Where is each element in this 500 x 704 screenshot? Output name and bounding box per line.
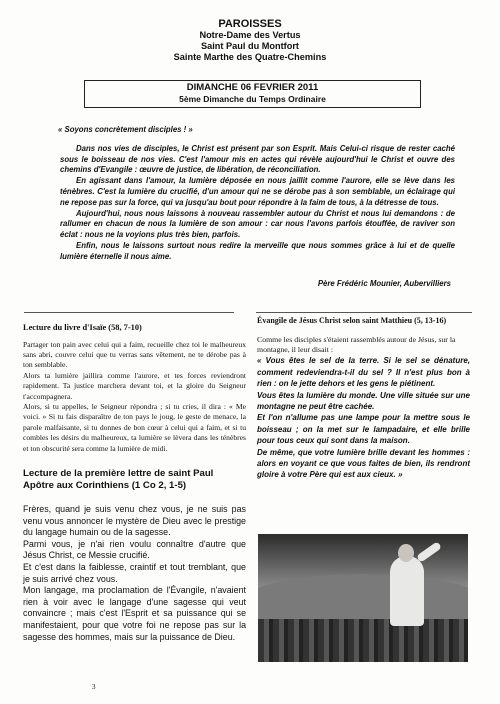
left-column: [23, 323, 246, 643]
gospel-paragraph: « Vous êtes le sel de la terre. Si le sel se dénature, comment redeviendra-t-il du sel ? Il n'est plus bon à rien : on le jette dehors et les gens le piétinent.: [257, 356, 470, 389]
reading2-paragraph: Et c'est dans la faiblesse, craintif et tout tremblant, que je suis arrivé chez vous.: [23, 561, 246, 584]
gospel-text: [257, 355, 470, 480]
divider: [24, 312, 234, 313]
gospel-paragraph: De même, que votre lumière brille devant les hommes : alors en voyant ce que vous faites de bien, ils rendront gloire à votre Père qui est aux cieux. »: [257, 447, 470, 480]
sunday-date: DIMANCHE 06 FEVRIER 2011: [186, 82, 319, 93]
gospel-heading: Évangile de Jésus Christ selon saint Matthieu (5, 13-16): [257, 316, 447, 325]
divider: [256, 312, 472, 313]
crowd-figures: [258, 619, 468, 662]
header: [0, 18, 500, 63]
reading2-paragraph: Parmi vous, je n'ai rien voulu connaître d'autre que Jésus Christ, ce Messie crucifié.: [23, 538, 246, 561]
reading1-paragraph: Partager ton pain avec celui qui a faim, recueille chez toi le malheureux sans abri, couvre celui que tu verras sans vêtement, ne te dérobe pas à ton semblable.: [23, 339, 246, 370]
sermon-on-the-mount-image: [258, 534, 468, 662]
editorial-quote: « Soyons concrètement disciples ! »: [58, 125, 193, 134]
reading2-text: [23, 504, 246, 643]
reading1-paragraph: Alors, si tu appelles, le Seigneur répondra ; si tu cries, il dira : « Me voici. » Si tu fais disparaître de ton pays le joug, le geste de menace, la parole malfaisante, si tu donnes de bon cœur à celui qui a faim, et si tu combles les désirs du malheureux, ta lumière se lèvera dans les ténèbres et ton obscurité sera comme la lumière de midi.: [23, 401, 246, 453]
reading1-heading: Lecture du livre d'Isaïe (58, 7-10): [23, 323, 142, 332]
editorial-paragraph: Aujourd'hui, nous nous laissons à nouveau rassembler autour du Christ et nous lui demandons : de rallumer en chacun de nous la lumière de son amour : car nous l'avons parfois étouffée, de raviver son éclat : nous ne la voyions plus très bien, parfois.: [60, 208, 455, 240]
parish-name: Notre-Dame des Vertus: [199, 30, 301, 40]
editorial-paragraph: En agissant dans l'amour, la lumière déposée en nous jaillit comme l'aurore, elle se lève dans les ténèbres. C'est la lumière du crucifié, d'un amour qui ne se dérobe pas à son semblable, un éclairage qui ne repose pas sur la force, qui va jusqu'au bout pour répondre à la faim de tous, à la détresse de tous.: [60, 176, 455, 207]
editorial-signature: Père Frédéric Mounier, Aubervilliers: [317, 278, 451, 288]
right-column: [257, 316, 470, 481]
jesus-figure: [390, 556, 424, 626]
reading2-paragraph: Frères, quand je suis venu chez vous, je ne suis pas venu vous annoncer le mystère de Dieu avec le prestige du langage humain ou de la sagesse.: [23, 503, 246, 538]
reading1-paragraph: Alors ta lumière jaillira comme l'aurore, et tes forces reviendront rapidement. Ta justice marchera devant toi, et la gloire du Seigneur t'accompagnera.: [23, 370, 246, 401]
reading1-text: [23, 340, 246, 454]
gospel-paragraph: Et l'on n'allume pas une lampe pour la mettre sous le boisseau ; on la met sur le lampadaire, et elle brille pour tous ceux qui sont dans la maison.: [257, 413, 470, 446]
date-box: [84, 80, 421, 108]
reading2-heading: Lecture de la première lettre de saint Paul Apôtre aux Corinthiens (1 Co 2, 1-5): [23, 467, 214, 491]
reading2-paragraph: Mon langage, ma proclamation de l'Évangile, n'avaient rien à voir avec le langage d'une sagesse qui veut convaincre ; mais c'est l'Esprit et sa puissance qui se manifestaient, pour que votre foi ne repose pas sur la sagesse des hommes, mais sur la puissance de Dieu.: [23, 585, 246, 642]
editorial: [60, 125, 455, 289]
gospel-paragraph: Vous êtes la lumière du monde. Une ville située sur une montagne ne peut être cachée.: [257, 390, 470, 411]
editorial-paragraph: Dans nos vies de disciples, le Christ est présent par son Esprit. Mais Celui-ci risque de rester caché sous le boisseau de nos vies. C'est l'amour mis en actes qui révèle aujourd'hui le Christ et ouvre des chemins d'Evangile : œuvre de justice, de libération, de réconciliation.: [60, 143, 455, 175]
gospel-intro: Comme les disciples s'étaient rassemblés autour de Jésus, sur la montagne, il leur disait :: [257, 334, 456, 354]
header-title: PAROISSES: [218, 18, 282, 30]
page-number: 3: [92, 683, 96, 691]
parish-name: Saint Paul du Montfort: [201, 41, 299, 51]
parish-name: Sainte Marthe des Quatre-Chemins: [173, 52, 327, 62]
liturgical-sunday: 5ème Dimanche du Temps Ordinaire: [179, 94, 326, 104]
editorial-paragraph: Enfin, nous le laissons surtout nous redire la merveille que nous sommes grâce à lui et de quelle lumière éternelle il nous aime.: [60, 240, 455, 261]
